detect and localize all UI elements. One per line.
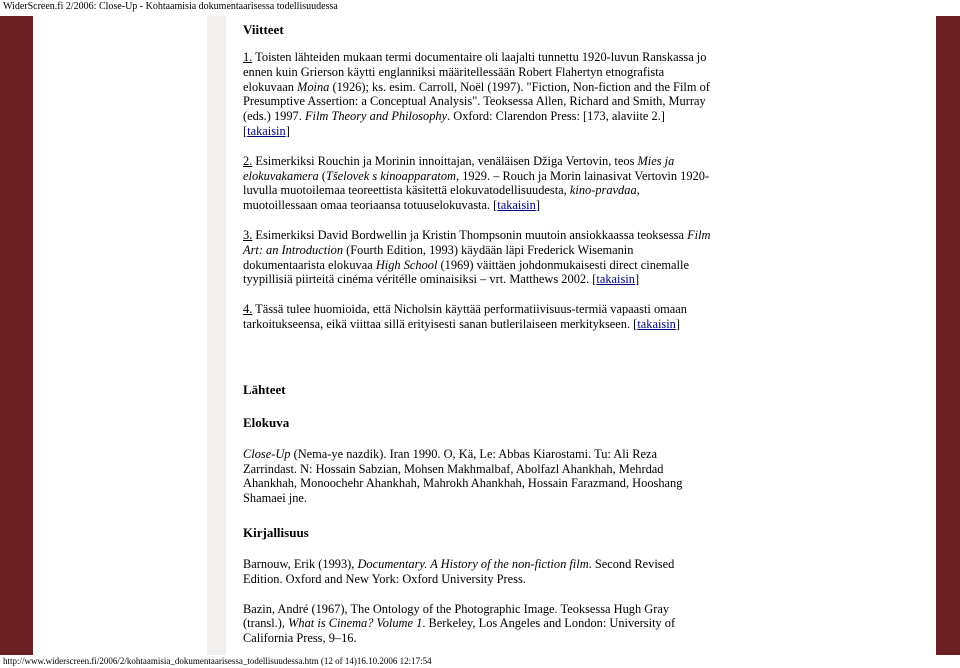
bibliography-entry: Bazin, André (1967), The Ontology of the Photographic Image. Teoksessa Hugh Gray (transl.), What is Cinema? Volume 1. Berkeley, Los Angeles and London: University of California Press, 9–16. [243, 601, 676, 646]
section-heading-viitteet: Viitteet [243, 22, 284, 37]
back-link[interactable]: takaisin [247, 123, 286, 138]
footnote-4: 4. Tässä tulee huomioida, että Nicholsin käyttää performatiivisuus-termiä vapaasti omaan tarkoitukseensa, eikä viittaa sillä erityisesti sanan butlerilaiseen merkitykseen. [takaisin] [243, 302, 687, 331]
left-column [33, 16, 207, 655]
back-link[interactable]: takaisin [637, 316, 676, 331]
article-content [226, 16, 724, 655]
film-reference: Close-Up (Nema-ye nazdik). Iran 1990. O, Kä, Le: Abbas Kiarostami. Tu: Ali Reza Zarrindast. N: Hossain Sabzian, Mohsen Makhmalbaf, Abolfazl Ahankhah, Mehrdad Ahankhah, Monoochehr Ahankhah, Mahrokh Ahankhah, Hossain Farazmand, Hooshang Shamaei jne. [243, 446, 683, 506]
left-gutter [207, 16, 226, 655]
footnote-1: 1. Toisten lähteiden mukaan termi documentaire oli laajalti tunnettu 1920-luvun Ranskassa jo ennen kuin Grierson käytti englanniksi määritellessään Robert Flahertyn etnografista elokuvaan Moina (1926); ks. esim. Carroll, Noël (1997). "Fiction, Non-fiction and the Film of Presumptive Assertion: a Conceptual Analysis". Teoksessa Allen, Richard and Smith, Murray (eds.) 1997. Film Theory and Philosophy. Oxford: Clarendon Press: [173, alaviite 2.] [takaisin] [243, 50, 710, 138]
right-border-band [936, 16, 960, 655]
window-title: WiderScreen.fi 2/2006: Close-Up - Kohtaamisia dokumentaarisessa todellisuudessa [3, 1, 338, 12]
back-link[interactable]: takaisin [497, 198, 536, 213]
footnote-3: 3. Esimerkiksi David Bordwellin ja Kristin Thompsonin muutoin ansiokkaassa teoksessa Film Art: an Introduction (Fourth Edition, 1993) käydään läpi Frederick Wisemanin dokumentaarista elokuvaa High School (1969) väittäen johdonmukaisesti direct cinemalle tyypillisiä piirteitä cinéma véritélle ominaisiksi – vrt. Matthews 2002. [takaisin] [243, 227, 711, 287]
section-heading-kirjallisuus: Kirjallisuus [243, 524, 309, 540]
footnote-number: 2. [243, 153, 253, 168]
section-heading-lahteet: Lähteet [243, 381, 286, 397]
back-link[interactable]: takaisin [596, 272, 635, 287]
bibliography-entry: Barnouw, Erik (1993), Documentary. A History of the non-fiction film. Second Revised Edition. Oxford and New York: Oxford University Press. [243, 556, 675, 586]
footnote-number: 1. [243, 50, 253, 64]
footnote-2: 2. Esimerkiksi Rouchin ja Morinin innoittajan, venäläisen Džiga Vertovin, teos Mies ja elokuvakamera (Tšelovek s kinoapparatom, 1929. – Rouch ja Morin lainasivat Vertovin 1920-luvulla muotoilemaa teoreettista käsitettä elokuvatodellisuudesta, kino-pravdaa, muotoillessaan omaa teoriaansa totuuselokuvasta. [takaisin] [243, 153, 710, 213]
footnote-number: 3. [243, 227, 253, 242]
page-footer-url: http://www.widerscreen.fi/2006/2/kohtaamisia_dokumentaarisessa_todellisuudessa.htm (12 of 14)16.10.2006 12:17:54 [3, 656, 432, 666]
left-border-band [0, 16, 33, 655]
section-heading-elokuva: Elokuva [243, 414, 290, 430]
footnote-number: 4. [243, 302, 253, 317]
right-column [724, 16, 936, 655]
